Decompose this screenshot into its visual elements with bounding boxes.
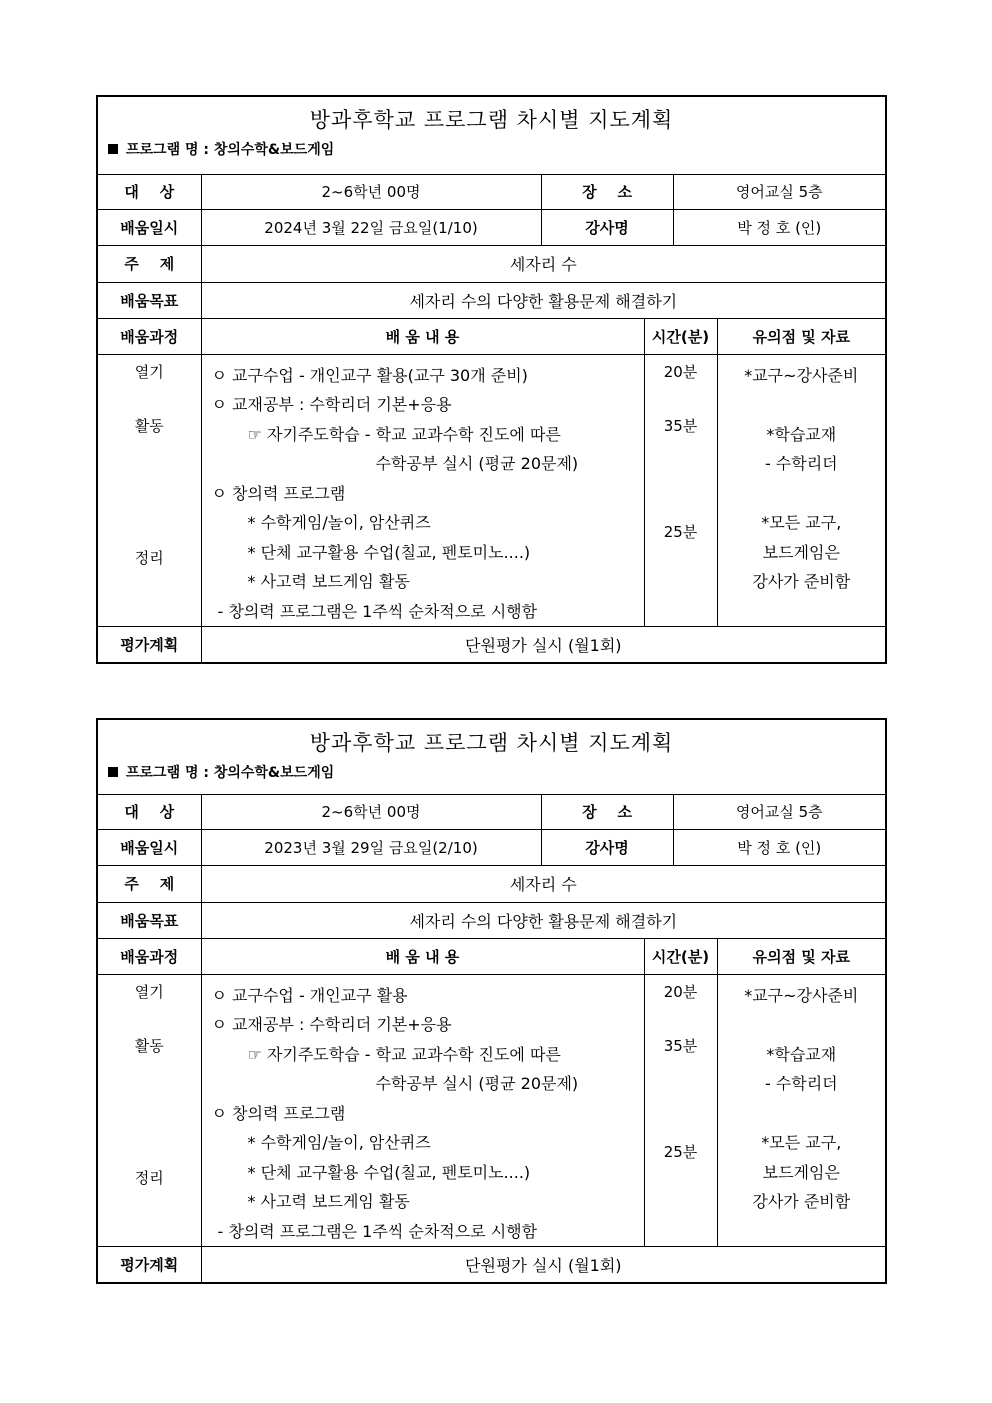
process-label: 배움과정 (97, 318, 201, 354)
plan-title: 방과후학교 프로그램 차시별 지도계획 (309, 731, 674, 755)
program-name-line (98, 760, 885, 792)
date-value: 2024년 3월 22일 금요일(1/10) (201, 209, 541, 245)
program-name: 프로그램 명 : 창의수학&보드게임 (126, 765, 335, 781)
time-value: 35분 (663, 1036, 698, 1055)
note-line: 강사가 준비함 (752, 1192, 851, 1211)
content-line: 수학공부 실시 (평균 20문제) (375, 454, 579, 473)
teacher-label: 강사명 (541, 209, 673, 245)
eval-label: 평가계획 (97, 1247, 201, 1283)
phase-open: 열기 (134, 982, 164, 1001)
plan-title: 방과후학교 프로그램 차시별 지도계획 (309, 108, 674, 132)
time-column (644, 974, 717, 1247)
target-value: 2~6학년 00명 (201, 794, 541, 829)
topic-value: 세자리 수 (201, 245, 886, 282)
lesson-plan-1 (96, 95, 885, 664)
goal-label: 배움목표 (97, 282, 201, 318)
eval-value: 단원평가 실시 (월1회) (201, 627, 886, 663)
note-line: *교구~강사준비 (744, 365, 859, 385)
time-value: 25분 (663, 1142, 698, 1161)
lesson-plan-table (96, 95, 887, 664)
phase-column (97, 974, 201, 1247)
content-cell (201, 354, 644, 627)
lesson-plan-table (96, 718, 887, 1284)
content-line: ㅇ 교재공부 : 수학리더 기본+응용 (211, 1015, 452, 1034)
program-name: 프로그램 명 : 창의수학&보드게임 (126, 142, 335, 158)
content-line: ㅇ 창의력 프로그램 (211, 1103, 346, 1123)
process-label: 배움과정 (97, 938, 201, 974)
time-column (644, 354, 717, 627)
note-line: *모든 교구, (761, 1133, 842, 1152)
note-line (718, 390, 886, 420)
program-name-line (98, 137, 885, 169)
place-label: 장 소 (541, 794, 673, 829)
content-line: ☞ 자기주도학습 - 학교 교과수학 진도에 따른 (247, 424, 561, 444)
note-line: *학습교재 (766, 424, 837, 444)
time-value: 25분 (663, 522, 698, 541)
content-line: ㅇ 교구수업 - 개인교구 활용(교구 30개 준비) (211, 365, 528, 385)
date-label: 배움일시 (97, 829, 201, 865)
time-value: 35분 (663, 416, 698, 435)
teacher-label: 강사명 (541, 829, 673, 865)
date-value: 2023년 3월 29일 금요일(2/10) (201, 829, 541, 865)
notes-cell (717, 354, 886, 627)
phase-close: 정리 (134, 1168, 164, 1187)
teacher-value: 박 정 호 (인) (673, 209, 886, 245)
square-bullet-icon (108, 144, 118, 154)
note-line (718, 1099, 886, 1129)
phase-close: 정리 (134, 548, 164, 567)
content-line: - 창의력 프로그램은 1주씩 순차적으로 시행함 (217, 1221, 538, 1241)
note-line: 보드게임은 (762, 1162, 840, 1182)
notes-label: 유의점 및 자료 (717, 938, 886, 974)
target-value: 2~6학년 00명 (201, 174, 541, 209)
plan-header (97, 96, 886, 174)
time-value: 20분 (663, 982, 698, 1001)
notes-cell (717, 974, 886, 1247)
eval-value: 단원평가 실시 (월1회) (201, 1247, 886, 1283)
notes-label: 유의점 및 자료 (717, 318, 886, 354)
content-line: * 사고력 보드게임 활동 (247, 572, 410, 591)
note-line: *교구~강사준비 (744, 985, 859, 1005)
teacher-value: 박 정 호 (인) (673, 829, 886, 865)
goal-value: 세자리 수의 다양한 활용문제 해결하기 (201, 902, 886, 938)
content-line: * 수학게임/놀이, 암산퀴즈 (247, 1133, 431, 1152)
time-label: 시간(분) (644, 318, 717, 354)
phase-column (97, 354, 201, 627)
phase-open: 열기 (134, 362, 164, 381)
topic-label: 주 제 (97, 865, 201, 902)
note-line (718, 479, 886, 509)
content-line: 수학공부 실시 (평균 20문제) (375, 1074, 579, 1093)
topic-label: 주 제 (97, 245, 201, 282)
note-line: *학습교재 (766, 1044, 837, 1064)
target-label: 대 상 (97, 174, 201, 209)
date-label: 배움일시 (97, 209, 201, 245)
content-line: * 수학게임/놀이, 암산퀴즈 (247, 513, 431, 532)
place-value: 영어교실 5층 (673, 174, 886, 209)
content-label: 배 움 내 용 (201, 318, 644, 354)
lesson-plan-2 (96, 718, 885, 1284)
note-line: 강사가 준비함 (752, 572, 851, 591)
content-line: ☞ 자기주도학습 - 학교 교과수학 진도에 따른 (247, 1044, 561, 1064)
target-label: 대 상 (97, 794, 201, 829)
note-line: - 수학리더 (764, 1074, 838, 1093)
phase-activity: 활동 (134, 416, 164, 435)
topic-value: 세자리 수 (201, 865, 886, 902)
content-line: * 단체 교구활용 수업(칠교, 펜토미노....) (247, 542, 531, 562)
goal-value: 세자리 수의 다양한 활용문제 해결하기 (201, 282, 886, 318)
note-line: - 수학리더 (764, 454, 838, 473)
content-line: - 창의력 프로그램은 1주씩 순차적으로 시행함 (217, 601, 538, 621)
place-value: 영어교실 5층 (673, 794, 886, 829)
plan-header (97, 719, 886, 794)
content-line: * 단체 교구활용 수업(칠교, 펜토미노....) (247, 1162, 531, 1182)
note-line (718, 1010, 886, 1040)
content-cell (201, 974, 644, 1247)
content-label: 배 움 내 용 (201, 938, 644, 974)
goal-label: 배움목표 (97, 902, 201, 938)
note-line: 보드게임은 (762, 542, 840, 562)
note-line: *모든 교구, (761, 513, 842, 532)
content-line: ㅇ 교재공부 : 수학리더 기본+응용 (211, 395, 452, 414)
content-line: * 사고력 보드게임 활동 (247, 1192, 410, 1211)
content-line: ㅇ 교구수업 - 개인교구 활용 (211, 985, 408, 1005)
time-value: 20분 (663, 362, 698, 381)
place-label: 장 소 (541, 174, 673, 209)
phase-activity: 활동 (134, 1036, 164, 1055)
time-label: 시간(분) (644, 938, 717, 974)
content-line: ㅇ 창의력 프로그램 (211, 483, 346, 503)
eval-label: 평가계획 (97, 627, 201, 663)
square-bullet-icon (108, 767, 118, 777)
